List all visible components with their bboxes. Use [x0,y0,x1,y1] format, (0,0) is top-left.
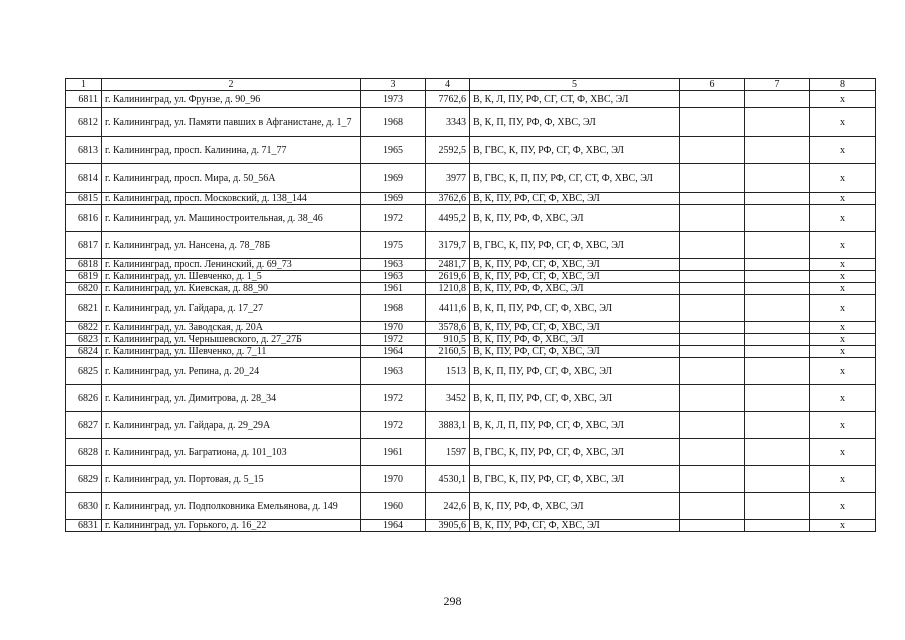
column-number: 4 [426,79,470,91]
works-cell: В, К, ПУ, РФ, СГ, Ф, ХВС, ЭЛ [470,520,680,532]
column-6-cell [680,520,745,532]
column-7-cell [745,271,810,283]
column-7-cell [745,466,810,493]
table-row [66,271,876,283]
column-7-cell [745,493,810,520]
column-8-cell: x [810,164,876,193]
address-cell: г. Калининград, ул. Шевченко, д. 1_5 [102,271,361,283]
area-cell: 910,5 [426,334,470,346]
address-cell: г. Калининград, ул. Памяти павших в Афганистане, д. 1_7 [102,108,361,137]
column-7-cell [745,164,810,193]
row-number: 6817 [66,232,102,259]
address-cell: г. Калининград, ул. Димитрова, д. 28_34 [102,385,361,412]
area-cell: 7762,6 [426,91,470,108]
year-cell: 1963 [361,259,426,271]
works-cell: В, ГВС, К, П, ПУ, РФ, СГ, СТ, Ф, ХВС, ЭЛ [470,164,680,193]
column-8-cell: x [810,137,876,164]
year-cell: 1972 [361,412,426,439]
table-row [66,295,876,322]
column-6-cell [680,385,745,412]
row-number: 6813 [66,137,102,164]
area-cell: 3578,6 [426,322,470,334]
column-7-cell [745,91,810,108]
year-cell: 1960 [361,493,426,520]
works-cell: В, К, Л, П, ПУ, РФ, СГ, Ф, ХВС, ЭЛ [470,412,680,439]
address-cell: г. Калининград, ул. Шевченко, д. 7_11 [102,346,361,358]
column-number: 8 [810,79,876,91]
column-8-cell: x [810,439,876,466]
column-number: 5 [470,79,680,91]
page-number: 298 [443,594,462,608]
column-8-cell: x [810,91,876,108]
year-cell: 1964 [361,346,426,358]
address-cell: г. Калининград, ул. Горького, д. 16_22 [102,520,361,532]
table-row [66,358,876,385]
address-cell: г. Калининград, ул. Фрунзе, д. 90_96 [102,91,361,108]
address-cell: г. Калининград, ул. Нансена, д. 78_78Б [102,232,361,259]
column-7-cell [745,137,810,164]
address-cell: г. Калининград, просп. Калинина, д. 71_77 [102,137,361,164]
column-8-cell: x [810,193,876,205]
works-cell: В, К, ПУ, РФ, СГ, Ф, ХВС, ЭЛ [470,271,680,283]
column-6-cell [680,91,745,108]
row-number: 6826 [66,385,102,412]
column-7-cell [745,439,810,466]
column-7-cell [745,205,810,232]
address-cell: г. Калининград, ул. Чернышевского, д. 27_27Б [102,334,361,346]
works-cell: В, ГВС, К, ПУ, РФ, СГ, Ф, ХВС, ЭЛ [470,137,680,164]
address-cell: г. Калининград, ул. Подполковника Емельянова, д. 149 [102,493,361,520]
table-row [66,346,876,358]
area-cell: 2160,5 [426,346,470,358]
address-cell: г. Калининград, ул. Машиностроительная, д. 38_46 [102,205,361,232]
works-cell: В, К, ПУ, РФ, Ф, ХВС, ЭЛ [470,283,680,295]
year-cell: 1972 [361,385,426,412]
row-number: 6831 [66,520,102,532]
column-8-cell: x [810,322,876,334]
area-cell: 3762,6 [426,193,470,205]
column-6-cell [680,493,745,520]
column-7-cell [745,520,810,532]
column-6-cell [680,205,745,232]
area-cell: 1513 [426,358,470,385]
year-cell: 1972 [361,334,426,346]
table-row [66,193,876,205]
table-row [66,439,876,466]
year-cell: 1964 [361,520,426,532]
row-number: 6830 [66,493,102,520]
row-number: 6825 [66,358,102,385]
works-cell: В, К, ПУ, РФ, СГ, Ф, ХВС, ЭЛ [470,322,680,334]
area-cell: 2619,6 [426,271,470,283]
column-8-cell: x [810,295,876,322]
column-7-cell [745,283,810,295]
table-row [66,259,876,271]
year-cell: 1969 [361,164,426,193]
area-cell: 3343 [426,108,470,137]
area-cell: 2481,7 [426,259,470,271]
column-6-cell [680,164,745,193]
year-cell: 1963 [361,358,426,385]
column-7-cell [745,358,810,385]
area-cell: 3883,1 [426,412,470,439]
address-cell: г. Калининград, ул. Заводская, д. 20А [102,322,361,334]
row-number: 6818 [66,259,102,271]
row-number: 6823 [66,334,102,346]
address-cell: г. Калининград, просп. Мира, д. 50_56А [102,164,361,193]
row-number: 6814 [66,164,102,193]
works-cell: В, ГВС, К, ПУ, РФ, СГ, Ф, ХВС, ЭЛ [470,466,680,493]
table-row [66,412,876,439]
works-cell: В, К, ПУ, РФ, Ф, ХВС, ЭЛ [470,334,680,346]
table-row [66,283,876,295]
column-7-cell [745,412,810,439]
column-8-cell: x [810,108,876,137]
column-6-cell [680,193,745,205]
area-cell: 4495,2 [426,205,470,232]
column-7-cell [745,322,810,334]
column-6-cell [680,283,745,295]
works-cell: В, К, П, ПУ, РФ, Ф, ХВС, ЭЛ [470,108,680,137]
table-row [66,205,876,232]
table-row [66,322,876,334]
column-7-cell [745,334,810,346]
housing-register-table [65,78,876,532]
column-number: 2 [102,79,361,91]
column-7-cell [745,295,810,322]
column-6-cell [680,232,745,259]
year-cell: 1975 [361,232,426,259]
column-8-cell: x [810,358,876,385]
column-7-cell [745,108,810,137]
column-8-cell: x [810,334,876,346]
column-6-cell [680,346,745,358]
row-number: 6812 [66,108,102,137]
area-cell: 1210,8 [426,283,470,295]
column-8-cell: x [810,346,876,358]
works-cell: В, К, П, ПУ, РФ, СГ, Ф, ХВС, ЭЛ [470,295,680,322]
year-cell: 1969 [361,193,426,205]
year-cell: 1968 [361,295,426,322]
year-cell: 1970 [361,466,426,493]
row-number: 6827 [66,412,102,439]
address-cell: г. Калининград, ул. Гайдара, д. 17_27 [102,295,361,322]
row-number: 6819 [66,271,102,283]
year-cell: 1961 [361,283,426,295]
table-row [66,164,876,193]
column-6-cell [680,259,745,271]
works-cell: В, ГВС, К, ПУ, РФ, СГ, Ф, ХВС, ЭЛ [470,439,680,466]
column-6-cell [680,322,745,334]
row-number: 6829 [66,466,102,493]
year-cell: 1973 [361,91,426,108]
table-row [66,91,876,108]
year-cell: 1968 [361,108,426,137]
column-8-cell: x [810,259,876,271]
column-8-cell: x [810,520,876,532]
row-number: 6811 [66,91,102,108]
address-cell: г. Калининград, ул. Багратиона, д. 101_103 [102,439,361,466]
works-cell: В, К, Л, ПУ, РФ, СГ, СТ, Ф, ХВС, ЭЛ [470,91,680,108]
column-6-cell [680,358,745,385]
area-cell: 3452 [426,385,470,412]
works-cell: В, К, П, ПУ, РФ, СГ, Ф, ХВС, ЭЛ [470,358,680,385]
column-7-cell [745,193,810,205]
year-cell: 1963 [361,271,426,283]
table-row [66,385,876,412]
works-cell: В, К, ПУ, РФ, СГ, Ф, ХВС, ЭЛ [470,259,680,271]
works-cell: В, К, ПУ, РФ, Ф, ХВС, ЭЛ [470,493,680,520]
column-8-cell: x [810,232,876,259]
row-number: 6822 [66,322,102,334]
area-cell: 2592,5 [426,137,470,164]
address-cell: г. Калининград, просп. Ленинский, д. 69_73 [102,259,361,271]
column-6-cell [680,466,745,493]
year-cell: 1965 [361,137,426,164]
row-number: 6824 [66,346,102,358]
column-7-cell [745,259,810,271]
area-cell: 4411,6 [426,295,470,322]
column-number: 6 [680,79,745,91]
address-cell: г. Калининград, ул. Портовая, д. 5_15 [102,466,361,493]
column-8-cell: x [810,271,876,283]
area-cell: 3179,7 [426,232,470,259]
register-sheet [65,78,876,532]
year-cell: 1970 [361,322,426,334]
works-cell: В, ГВС, К, ПУ, РФ, СГ, Ф, ХВС, ЭЛ [470,232,680,259]
column-number: 1 [66,79,102,91]
works-cell: В, К, ПУ, РФ, СГ, Ф, ХВС, ЭЛ [470,193,680,205]
column-8-cell: x [810,385,876,412]
year-cell: 1972 [361,205,426,232]
column-6-cell [680,108,745,137]
column-8-cell: x [810,205,876,232]
row-number: 6821 [66,295,102,322]
column-8-cell: x [810,283,876,295]
column-7-cell [745,232,810,259]
works-cell: В, К, ПУ, РФ, СГ, Ф, ХВС, ЭЛ [470,346,680,358]
area-cell: 242,6 [426,493,470,520]
table-row [66,137,876,164]
table-row [66,232,876,259]
table-row [66,466,876,493]
row-number: 6816 [66,205,102,232]
area-cell: 4530,1 [426,466,470,493]
column-6-cell [680,412,745,439]
address-cell: г. Калининград, ул. Киевская, д. 88_90 [102,283,361,295]
column-number: 3 [361,79,426,91]
table-row [66,520,876,532]
column-8-cell: x [810,466,876,493]
column-6-cell [680,137,745,164]
column-6-cell [680,439,745,466]
column-8-cell: x [810,493,876,520]
column-6-cell [680,295,745,322]
year-cell: 1961 [361,439,426,466]
works-cell: В, К, П, ПУ, РФ, СГ, Ф, ХВС, ЭЛ [470,385,680,412]
table-row [66,108,876,137]
row-number: 6828 [66,439,102,466]
table-row [66,493,876,520]
works-cell: В, К, ПУ, РФ, Ф, ХВС, ЭЛ [470,205,680,232]
column-8-cell: x [810,412,876,439]
column-6-cell [680,271,745,283]
column-6-cell [680,334,745,346]
area-cell: 3977 [426,164,470,193]
row-number: 6820 [66,283,102,295]
address-cell: г. Калининград, ул. Гайдара, д. 29_29А [102,412,361,439]
column-number: 7 [745,79,810,91]
row-number: 6815 [66,193,102,205]
column-7-cell [745,385,810,412]
area-cell: 3905,6 [426,520,470,532]
address-cell: г. Калининград, просп. Московский, д. 138_144 [102,193,361,205]
area-cell: 1597 [426,439,470,466]
table-row [66,334,876,346]
address-cell: г. Калининград, ул. Репина, д. 20_24 [102,358,361,385]
column-7-cell [745,346,810,358]
column-number-row [66,79,876,91]
